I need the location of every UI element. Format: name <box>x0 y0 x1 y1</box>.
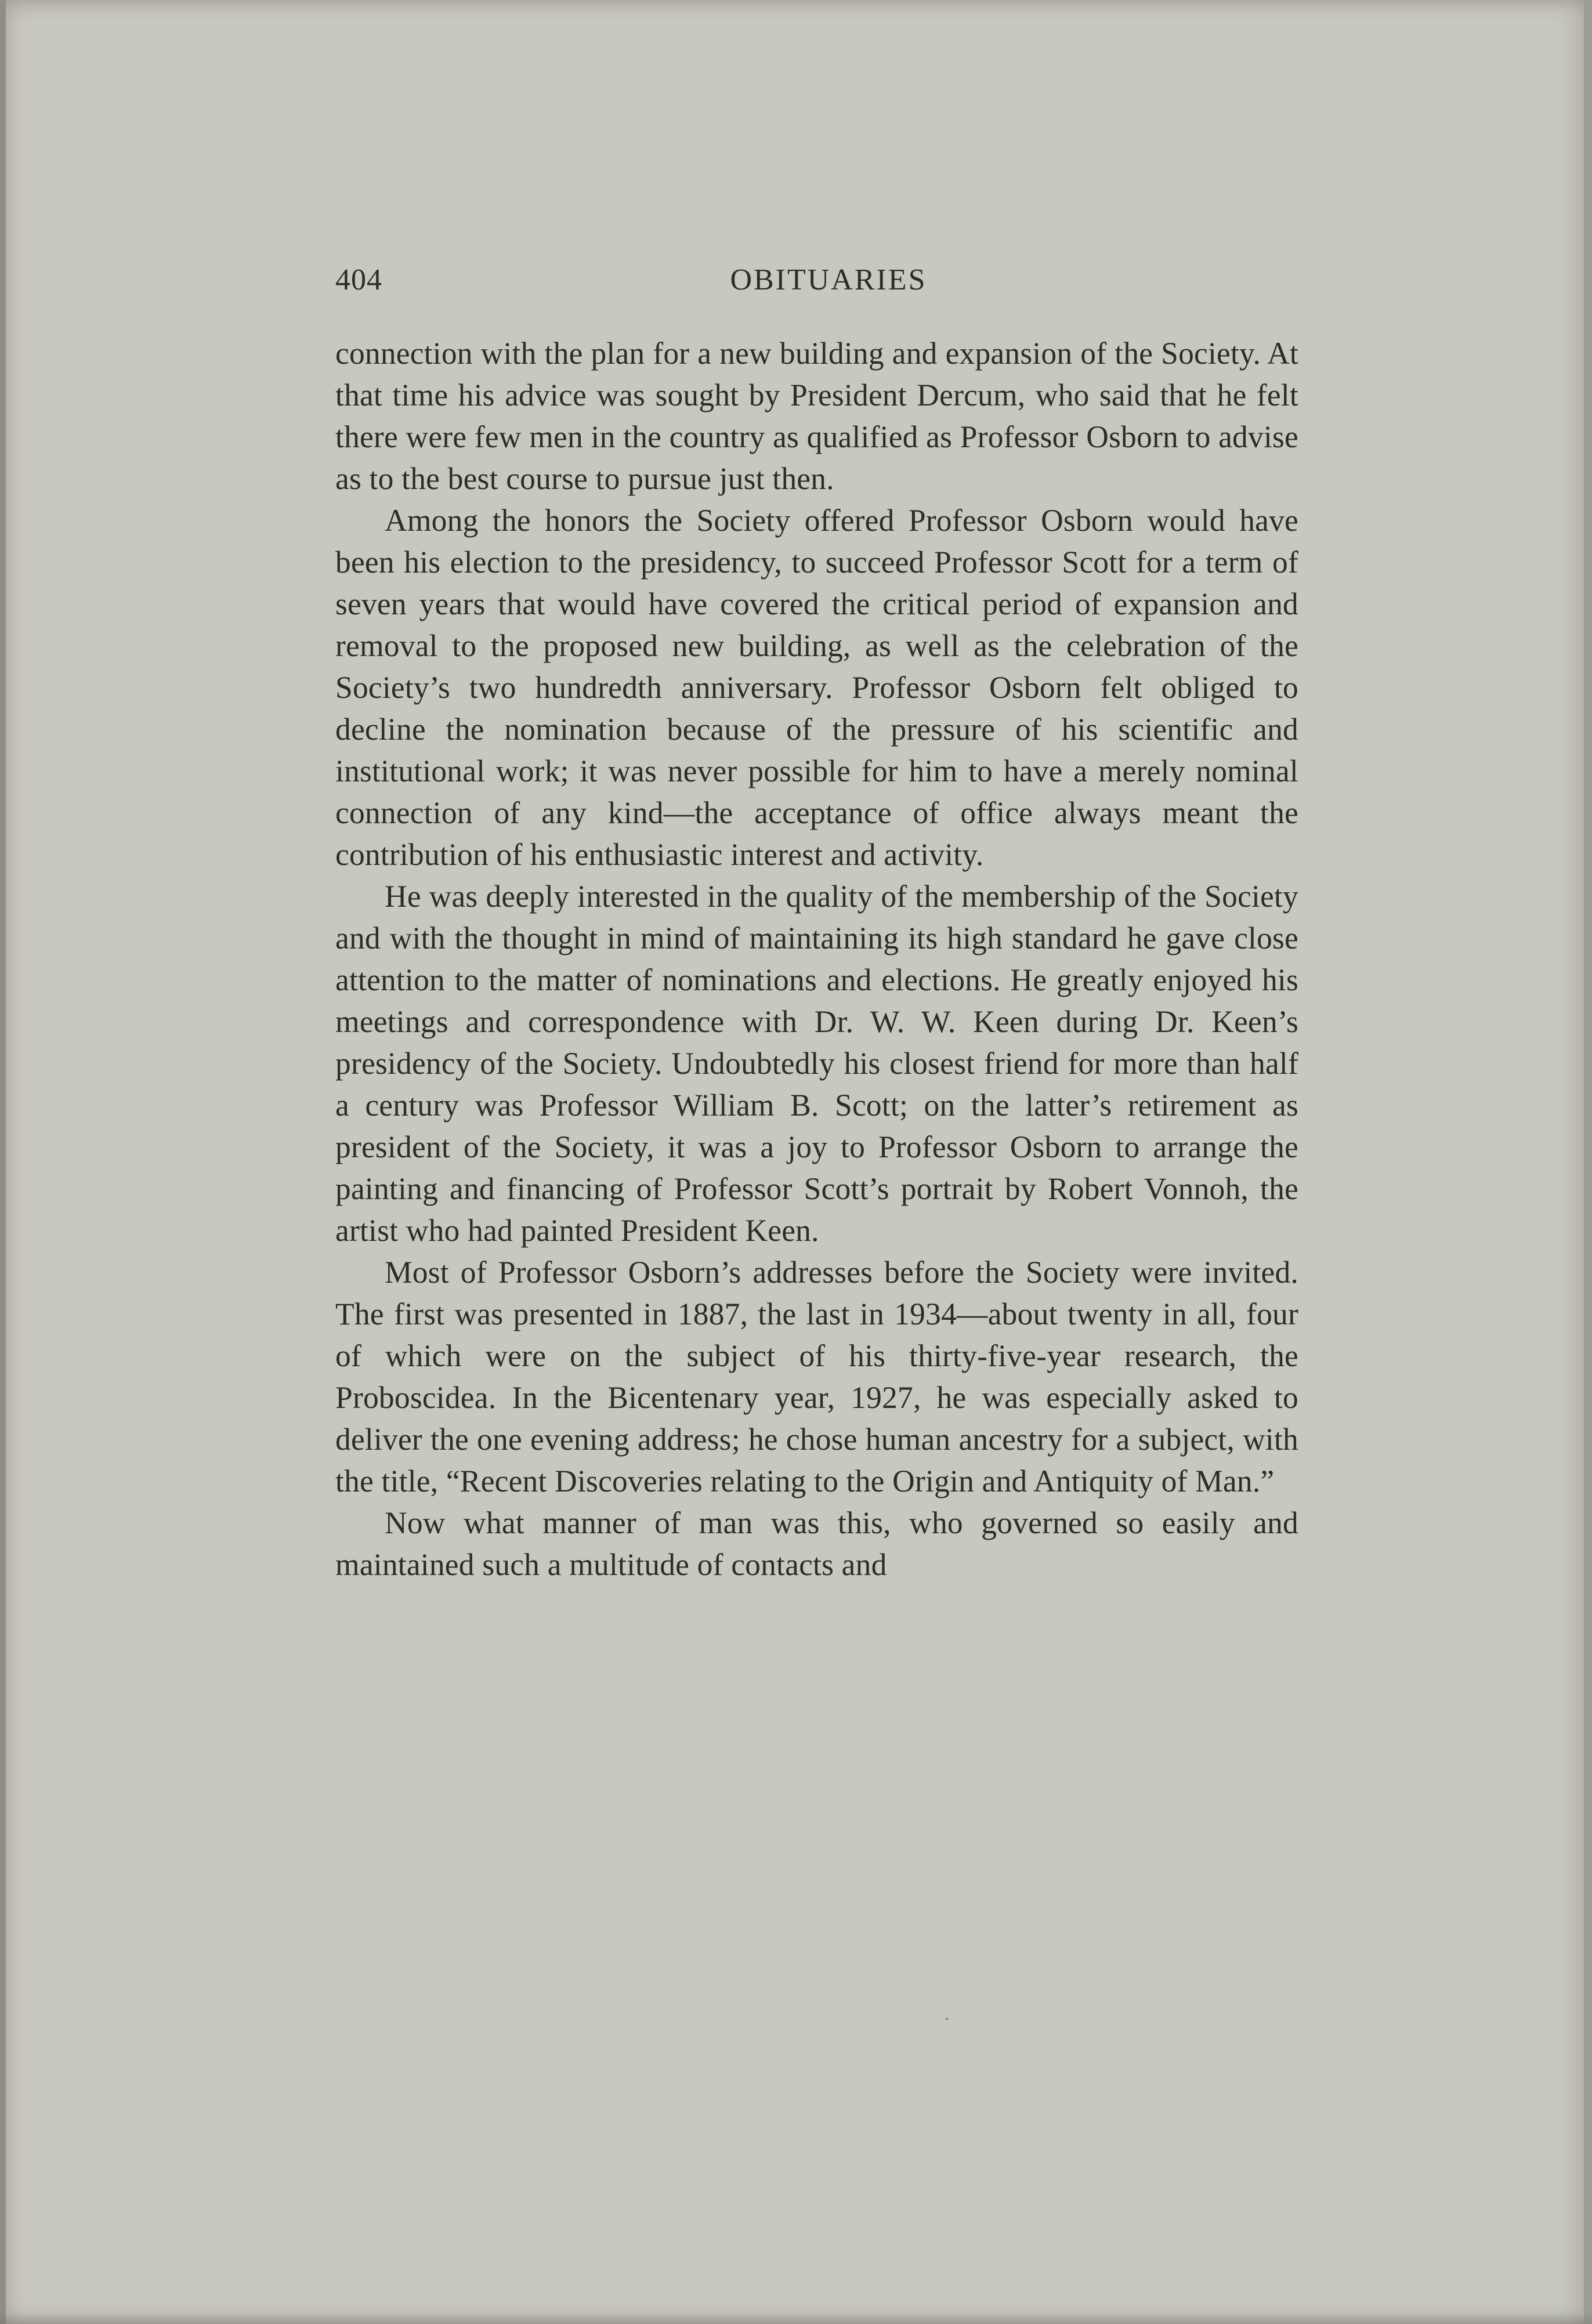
page-left-edge <box>0 0 6 2324</box>
paragraph-4: Most of Professor Osborn’s addresses before the Society were invited. The first was presented in 1887, the last in 1934—about twenty in all, four of which were on the subject of his thirty-five-year research, the Proboscidea. In the Bicentenary year, 1927, he was especially asked to deliver the one evening address; he chose human ancestry for a subject, with the title, “Recent Discoveries relating to the Origin and Antiquity of Man.” <box>335 1255 1298 1498</box>
paragraph-2: Among the honors the Society offered Professor Osborn would have been his election to the presidency, to succeed Professor Scott for a term of seven years that would have covered the critical period of expansion and removal to the proposed new building, as well as the celebration of the Society’s two hundredth anniversary. Professor Osborn felt obliged to decline the nomination because of the pressure of his scientific and institutional work; it was never possible for him to have a merely nominal connection of any kind—the acceptance of office always meant the contribution of his enthusiastic interest and activity. <box>335 503 1298 872</box>
paragraph-1: connection with the plan for a new building and expansion of the Society. At that time his advice was sought by President Dercum, who said that he felt there were few men in the country as qualified as Professor Osborn to advise as to the best course to pursue just then. <box>335 336 1298 496</box>
page-bottom-shadow <box>0 2312 1592 2324</box>
running-head: OBITUARIES <box>730 263 927 296</box>
page-right-edge <box>1584 0 1592 2324</box>
page-number: 404 <box>335 263 382 296</box>
paragraph-3: He was deeply interested in the quality of the membership of the Society and with the thought in mind of maintaining its high standard he gave close attention to the matter of nominations and elections. He greatly enjoyed his meetings and correspondence with Dr. W. W. Keen during Dr. Keen’s presidency of the Society. Undoubtedly his closest friend for more than half a century was Professor William B. Scott; on the latter’s retirement as president of the Society, it was a joy to Professor Osborn to arrange the painting and financing of Professor Scott’s portrait by Robert Vonnoh, the artist who had painted President Keen. <box>335 879 1298 1248</box>
page-header <box>335 260 1298 301</box>
paragraph-5: Now what manner of man was this, who governed so easily and maintained such a multitude of contacts and <box>335 1505 1298 1582</box>
paper-speck <box>946 2018 948 2020</box>
body-text <box>335 332 1298 1585</box>
